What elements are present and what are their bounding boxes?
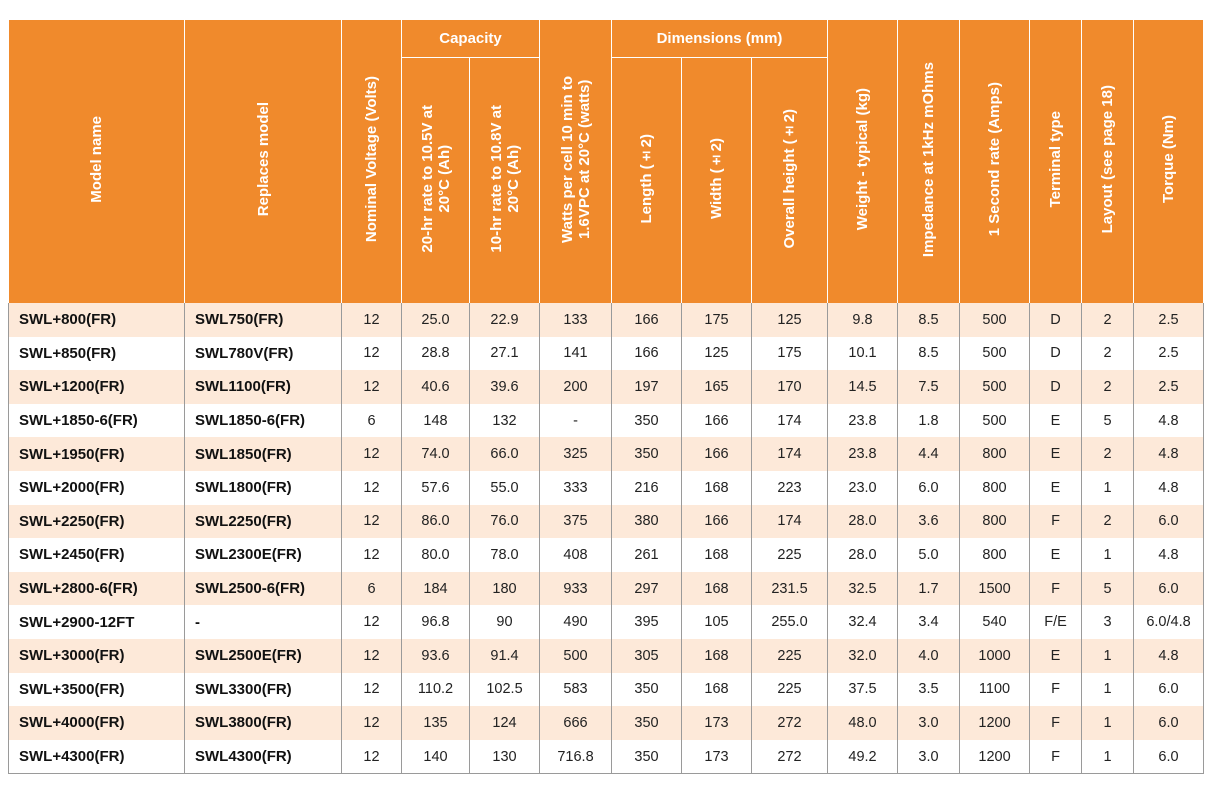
cell-replaces-model: SWL3800(FR) xyxy=(185,706,342,740)
cell-one-second-rate: 1500 xyxy=(960,572,1030,606)
cell-overall-height: 272 xyxy=(752,706,828,740)
cell-weight: 32.0 xyxy=(828,639,898,673)
header-capacity-20hr: 20-hr rate to 10.5V at 20°C (Ah) xyxy=(402,58,470,304)
cell-terminal-type: E xyxy=(1030,538,1082,572)
cell-layout: 5 xyxy=(1082,404,1134,438)
cell-one-second-rate: 500 xyxy=(960,337,1030,371)
cell-terminal-type: F xyxy=(1030,740,1082,774)
cell-impedance: 3.0 xyxy=(898,706,960,740)
cell-width: 105 xyxy=(682,605,752,639)
cell-nominal-voltage: 12 xyxy=(342,437,402,471)
cell-torque: 6.0/4.8 xyxy=(1134,605,1204,639)
cell-layout: 2 xyxy=(1082,370,1134,404)
cell-one-second-rate: 540 xyxy=(960,605,1030,639)
header-terminal-type: Terminal type xyxy=(1030,20,1082,303)
header-capacity-10hr: 10-hr rate to 10.8V at 20°C (Ah) xyxy=(470,58,540,304)
cell-weight: 23.8 xyxy=(828,437,898,471)
cell-torque: 6.0 xyxy=(1134,706,1204,740)
cell-weight: 32.4 xyxy=(828,605,898,639)
table-row xyxy=(9,538,1204,572)
cell-replaces-model: SWL2500-6(FR) xyxy=(185,572,342,606)
cell-impedance: 8.5 xyxy=(898,337,960,371)
cell-torque: 4.8 xyxy=(1134,404,1204,438)
cell-width: 168 xyxy=(682,471,752,505)
table-row xyxy=(9,673,1204,707)
table-row xyxy=(9,572,1204,606)
cell-model-name: SWL+2000(FR) xyxy=(9,471,185,505)
cell-weight: 37.5 xyxy=(828,673,898,707)
cell-capacity-20hr: 80.0 xyxy=(402,538,470,572)
cell-layout: 1 xyxy=(1082,673,1134,707)
cell-length: 166 xyxy=(612,337,682,371)
battery-spec-table-container xyxy=(8,20,1203,774)
cell-torque: 2.5 xyxy=(1134,337,1204,371)
cell-replaces-model: SWL2250(FR) xyxy=(185,505,342,539)
cell-one-second-rate: 800 xyxy=(960,437,1030,471)
cell-overall-height: 225 xyxy=(752,538,828,572)
header-one-second-rate: 1 Second rate (Amps) xyxy=(960,20,1030,303)
cell-one-second-rate: 500 xyxy=(960,370,1030,404)
cell-one-second-rate: 500 xyxy=(960,404,1030,438)
table-row xyxy=(9,706,1204,740)
cell-length: 395 xyxy=(612,605,682,639)
header-layout: Layout (see page 18) xyxy=(1082,20,1134,303)
cell-impedance: 1.7 xyxy=(898,572,960,606)
cell-layout: 3 xyxy=(1082,605,1134,639)
cell-capacity-10hr: 27.1 xyxy=(470,337,540,371)
cell-overall-height: 225 xyxy=(752,673,828,707)
cell-weight: 28.0 xyxy=(828,505,898,539)
cell-replaces-model: SWL4300(FR) xyxy=(185,740,342,774)
cell-watts-per-cell: 133 xyxy=(540,303,612,337)
header-length: Length (±2) xyxy=(612,58,682,304)
cell-one-second-rate: 1100 xyxy=(960,673,1030,707)
cell-terminal-type: F xyxy=(1030,505,1082,539)
cell-capacity-10hr: 180 xyxy=(470,572,540,606)
table-row xyxy=(9,471,1204,505)
cell-one-second-rate: 800 xyxy=(960,471,1030,505)
cell-capacity-20hr: 57.6 xyxy=(402,471,470,505)
cell-layout: 2 xyxy=(1082,337,1134,371)
table-body xyxy=(9,303,1204,774)
cell-weight: 9.8 xyxy=(828,303,898,337)
cell-impedance: 1.8 xyxy=(898,404,960,438)
cell-model-name: SWL+1200(FR) xyxy=(9,370,185,404)
cell-overall-height: 223 xyxy=(752,471,828,505)
cell-capacity-20hr: 184 xyxy=(402,572,470,606)
cell-length: 380 xyxy=(612,505,682,539)
cell-model-name: SWL+800(FR) xyxy=(9,303,185,337)
table-row xyxy=(9,605,1204,639)
cell-weight: 10.1 xyxy=(828,337,898,371)
cell-layout: 1 xyxy=(1082,639,1134,673)
cell-width: 173 xyxy=(682,740,752,774)
cell-overall-height: 272 xyxy=(752,740,828,774)
cell-capacity-10hr: 132 xyxy=(470,404,540,438)
cell-replaces-model: SWL780V(FR) xyxy=(185,337,342,371)
cell-width: 125 xyxy=(682,337,752,371)
cell-layout: 2 xyxy=(1082,303,1134,337)
cell-terminal-type: D xyxy=(1030,370,1082,404)
table-row xyxy=(9,337,1204,371)
cell-one-second-rate: 1200 xyxy=(960,740,1030,774)
cell-nominal-voltage: 12 xyxy=(342,471,402,505)
cell-terminal-type: E xyxy=(1030,639,1082,673)
cell-capacity-20hr: 148 xyxy=(402,404,470,438)
cell-capacity-10hr: 102.5 xyxy=(470,673,540,707)
cell-watts-per-cell: - xyxy=(540,404,612,438)
cell-impedance: 4.0 xyxy=(898,639,960,673)
cell-capacity-10hr: 130 xyxy=(470,740,540,774)
cell-terminal-type: F/E xyxy=(1030,605,1082,639)
cell-capacity-20hr: 86.0 xyxy=(402,505,470,539)
table-header xyxy=(9,20,1204,303)
cell-capacity-20hr: 25.0 xyxy=(402,303,470,337)
cell-width: 166 xyxy=(682,404,752,438)
cell-length: 197 xyxy=(612,370,682,404)
cell-weight: 48.0 xyxy=(828,706,898,740)
cell-watts-per-cell: 325 xyxy=(540,437,612,471)
cell-length: 261 xyxy=(612,538,682,572)
cell-overall-height: 225 xyxy=(752,639,828,673)
cell-overall-height: 170 xyxy=(752,370,828,404)
cell-replaces-model: SWL1850(FR) xyxy=(185,437,342,471)
header-overall-height: Overall height (±2) xyxy=(752,58,828,304)
table-row xyxy=(9,505,1204,539)
cell-capacity-20hr: 110.2 xyxy=(402,673,470,707)
cell-overall-height: 174 xyxy=(752,505,828,539)
cell-layout: 5 xyxy=(1082,572,1134,606)
cell-watts-per-cell: 500 xyxy=(540,639,612,673)
cell-replaces-model: SWL1100(FR) xyxy=(185,370,342,404)
cell-one-second-rate: 1000 xyxy=(960,639,1030,673)
cell-terminal-type: D xyxy=(1030,337,1082,371)
cell-watts-per-cell: 333 xyxy=(540,471,612,505)
cell-watts-per-cell: 666 xyxy=(540,706,612,740)
cell-model-name: SWL+2450(FR) xyxy=(9,538,185,572)
header-replaces-model: Replaces model xyxy=(185,20,342,303)
cell-length: 166 xyxy=(612,303,682,337)
table-row xyxy=(9,740,1204,774)
cell-terminal-type: D xyxy=(1030,303,1082,337)
cell-impedance: 6.0 xyxy=(898,471,960,505)
cell-nominal-voltage: 12 xyxy=(342,639,402,673)
table-row xyxy=(9,370,1204,404)
cell-one-second-rate: 1200 xyxy=(960,706,1030,740)
cell-model-name: SWL+1850-6(FR) xyxy=(9,404,185,438)
header-nominal-voltage: Nominal Voltage (Volts) xyxy=(342,20,402,303)
cell-length: 216 xyxy=(612,471,682,505)
cell-nominal-voltage: 12 xyxy=(342,505,402,539)
header-watts-per-cell: Watts per cell 10 min to 1.6VPC at 20°C (watts) xyxy=(540,20,612,303)
table-row xyxy=(9,303,1204,337)
header-width: Width (±2) xyxy=(682,58,752,304)
cell-width: 168 xyxy=(682,538,752,572)
cell-weight: 28.0 xyxy=(828,538,898,572)
cell-weight: 32.5 xyxy=(828,572,898,606)
cell-overall-height: 231.5 xyxy=(752,572,828,606)
cell-nominal-voltage: 12 xyxy=(342,706,402,740)
cell-width: 173 xyxy=(682,706,752,740)
cell-model-name: SWL+2900-12FT xyxy=(9,605,185,639)
cell-watts-per-cell: 408 xyxy=(540,538,612,572)
cell-layout: 1 xyxy=(1082,740,1134,774)
cell-terminal-type: F xyxy=(1030,706,1082,740)
cell-length: 350 xyxy=(612,740,682,774)
cell-torque: 4.8 xyxy=(1134,639,1204,673)
cell-width: 168 xyxy=(682,639,752,673)
cell-width: 168 xyxy=(682,572,752,606)
header-model-name: Model name xyxy=(9,20,185,303)
cell-model-name: SWL+2250(FR) xyxy=(9,505,185,539)
cell-nominal-voltage: 6 xyxy=(342,404,402,438)
cell-capacity-20hr: 135 xyxy=(402,706,470,740)
table-row xyxy=(9,437,1204,471)
cell-impedance: 7.5 xyxy=(898,370,960,404)
cell-replaces-model: SWL1850-6(FR) xyxy=(185,404,342,438)
cell-watts-per-cell: 200 xyxy=(540,370,612,404)
cell-capacity-10hr: 90 xyxy=(470,605,540,639)
cell-one-second-rate: 800 xyxy=(960,538,1030,572)
cell-length: 350 xyxy=(612,437,682,471)
cell-capacity-20hr: 96.8 xyxy=(402,605,470,639)
cell-replaces-model: - xyxy=(185,605,342,639)
cell-nominal-voltage: 12 xyxy=(342,605,402,639)
cell-torque: 6.0 xyxy=(1134,572,1204,606)
cell-width: 175 xyxy=(682,303,752,337)
cell-torque: 6.0 xyxy=(1134,505,1204,539)
cell-length: 350 xyxy=(612,673,682,707)
cell-layout: 1 xyxy=(1082,471,1134,505)
cell-width: 165 xyxy=(682,370,752,404)
cell-impedance: 3.0 xyxy=(898,740,960,774)
header-capacity-group: Capacity xyxy=(402,20,540,58)
cell-watts-per-cell: 583 xyxy=(540,673,612,707)
cell-nominal-voltage: 6 xyxy=(342,572,402,606)
cell-torque: 4.8 xyxy=(1134,437,1204,471)
cell-terminal-type: E xyxy=(1030,437,1082,471)
cell-capacity-20hr: 28.8 xyxy=(402,337,470,371)
cell-impedance: 3.6 xyxy=(898,505,960,539)
cell-length: 297 xyxy=(612,572,682,606)
cell-one-second-rate: 500 xyxy=(960,303,1030,337)
cell-capacity-10hr: 22.9 xyxy=(470,303,540,337)
cell-one-second-rate: 800 xyxy=(960,505,1030,539)
cell-capacity-10hr: 124 xyxy=(470,706,540,740)
cell-model-name: SWL+4000(FR) xyxy=(9,706,185,740)
cell-capacity-10hr: 39.6 xyxy=(470,370,540,404)
cell-capacity-20hr: 74.0 xyxy=(402,437,470,471)
cell-impedance: 3.5 xyxy=(898,673,960,707)
cell-nominal-voltage: 12 xyxy=(342,303,402,337)
cell-replaces-model: SWL3300(FR) xyxy=(185,673,342,707)
cell-watts-per-cell: 490 xyxy=(540,605,612,639)
cell-terminal-type: E xyxy=(1030,404,1082,438)
cell-torque: 4.8 xyxy=(1134,471,1204,505)
cell-torque: 6.0 xyxy=(1134,673,1204,707)
cell-replaces-model: SWL1800(FR) xyxy=(185,471,342,505)
cell-impedance: 8.5 xyxy=(898,303,960,337)
cell-length: 350 xyxy=(612,706,682,740)
cell-capacity-10hr: 55.0 xyxy=(470,471,540,505)
cell-model-name: SWL+1950(FR) xyxy=(9,437,185,471)
cell-model-name: SWL+850(FR) xyxy=(9,337,185,371)
cell-capacity-10hr: 91.4 xyxy=(470,639,540,673)
table-row xyxy=(9,639,1204,673)
header-dimensions-group: Dimensions (mm) xyxy=(612,20,828,58)
header-impedance: Impedance at 1kHz mOhms xyxy=(898,20,960,303)
cell-replaces-model: SWL750(FR) xyxy=(185,303,342,337)
battery-spec-table xyxy=(8,20,1204,774)
cell-terminal-type: F xyxy=(1030,572,1082,606)
cell-torque: 2.5 xyxy=(1134,370,1204,404)
cell-nominal-voltage: 12 xyxy=(342,673,402,707)
cell-capacity-10hr: 78.0 xyxy=(470,538,540,572)
cell-impedance: 3.4 xyxy=(898,605,960,639)
cell-layout: 2 xyxy=(1082,505,1134,539)
cell-width: 166 xyxy=(682,505,752,539)
cell-weight: 49.2 xyxy=(828,740,898,774)
header-weight: Weight - typical (kg) xyxy=(828,20,898,303)
cell-capacity-20hr: 140 xyxy=(402,740,470,774)
cell-layout: 2 xyxy=(1082,437,1134,471)
cell-terminal-type: F xyxy=(1030,673,1082,707)
cell-watts-per-cell: 933 xyxy=(540,572,612,606)
cell-model-name: SWL+2800-6(FR) xyxy=(9,572,185,606)
cell-overall-height: 125 xyxy=(752,303,828,337)
cell-weight: 14.5 xyxy=(828,370,898,404)
cell-overall-height: 174 xyxy=(752,404,828,438)
cell-watts-per-cell: 141 xyxy=(540,337,612,371)
cell-nominal-voltage: 12 xyxy=(342,370,402,404)
cell-replaces-model: SWL2500E(FR) xyxy=(185,639,342,673)
cell-torque: 4.8 xyxy=(1134,538,1204,572)
cell-torque: 6.0 xyxy=(1134,740,1204,774)
cell-watts-per-cell: 375 xyxy=(540,505,612,539)
cell-layout: 1 xyxy=(1082,706,1134,740)
cell-nominal-voltage: 12 xyxy=(342,538,402,572)
cell-model-name: SWL+3500(FR) xyxy=(9,673,185,707)
cell-weight: 23.0 xyxy=(828,471,898,505)
cell-capacity-10hr: 66.0 xyxy=(470,437,540,471)
cell-model-name: SWL+3000(FR) xyxy=(9,639,185,673)
cell-terminal-type: E xyxy=(1030,471,1082,505)
cell-weight: 23.8 xyxy=(828,404,898,438)
cell-nominal-voltage: 12 xyxy=(342,740,402,774)
cell-layout: 1 xyxy=(1082,538,1134,572)
cell-nominal-voltage: 12 xyxy=(342,337,402,371)
cell-torque: 2.5 xyxy=(1134,303,1204,337)
cell-overall-height: 174 xyxy=(752,437,828,471)
cell-capacity-20hr: 40.6 xyxy=(402,370,470,404)
cell-overall-height: 255.0 xyxy=(752,605,828,639)
cell-capacity-10hr: 76.0 xyxy=(470,505,540,539)
table-row xyxy=(9,404,1204,438)
cell-watts-per-cell: 716.8 xyxy=(540,740,612,774)
cell-overall-height: 175 xyxy=(752,337,828,371)
cell-replaces-model: SWL2300E(FR) xyxy=(185,538,342,572)
cell-capacity-20hr: 93.6 xyxy=(402,639,470,673)
header-torque: Torque (Nm) xyxy=(1134,20,1204,303)
cell-model-name: SWL+4300(FR) xyxy=(9,740,185,774)
cell-length: 305 xyxy=(612,639,682,673)
cell-width: 166 xyxy=(682,437,752,471)
cell-length: 350 xyxy=(612,404,682,438)
cell-impedance: 4.4 xyxy=(898,437,960,471)
cell-width: 168 xyxy=(682,673,752,707)
cell-impedance: 5.0 xyxy=(898,538,960,572)
